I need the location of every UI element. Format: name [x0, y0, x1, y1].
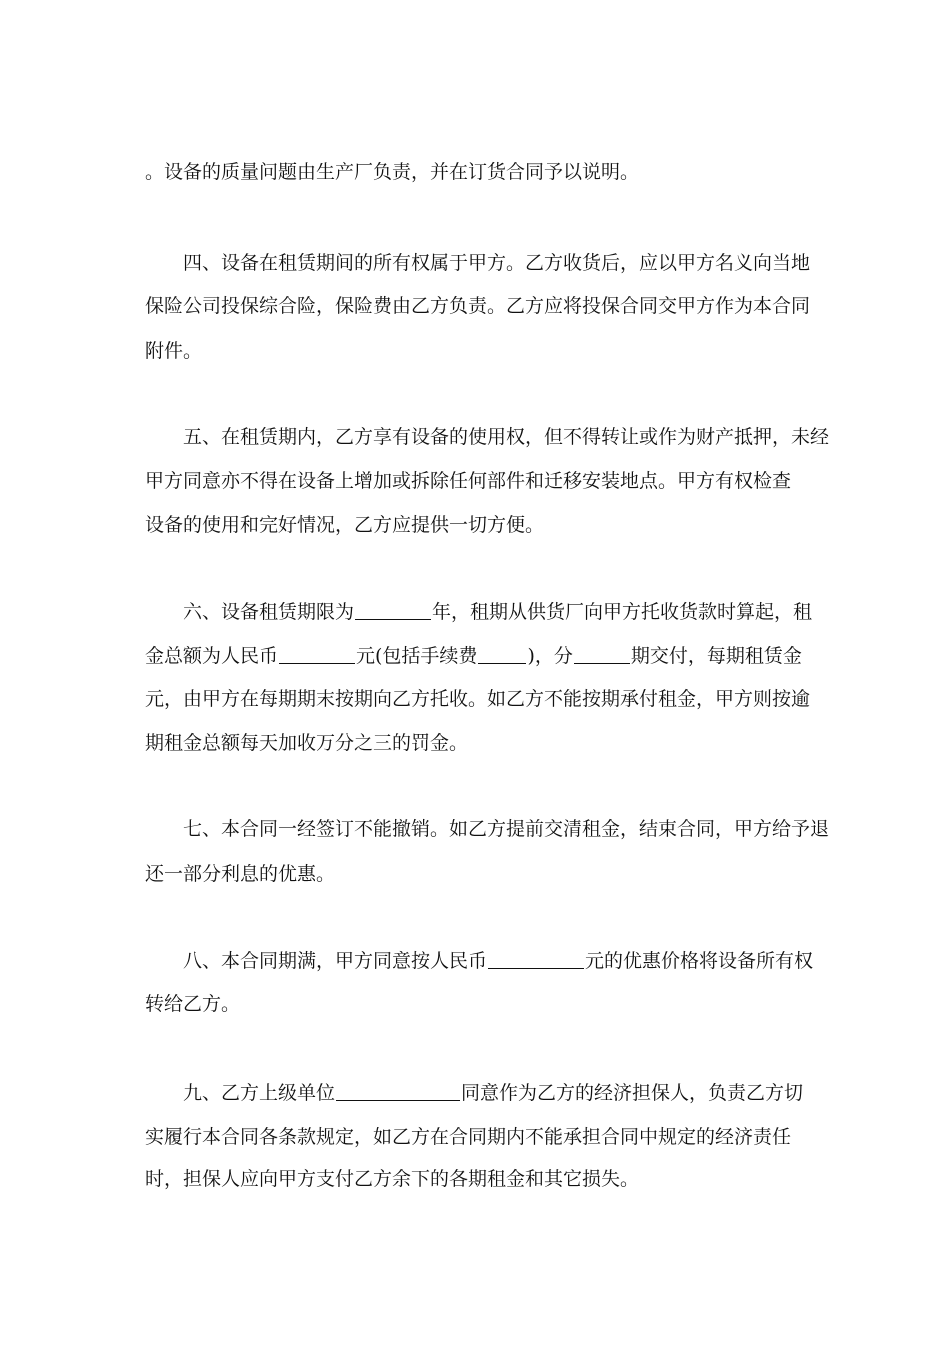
clause-5-line-2: 甲方同意亦不得在设备上增加或拆除任何部件和迁移安装地点。甲方有权检查 [145, 470, 792, 492]
clause-6-text: )，分 [527, 645, 573, 667]
total-rent-blank [279, 645, 355, 664]
clause-6-text: 金总额为人民币 [145, 645, 279, 667]
clause-4-line-2: 保险公司投保综合险，保险费由乙方负责。乙方应将投保合同交甲方作为本合同 [145, 295, 811, 317]
clause-9-line-3: 时，担保人应向甲方支付乙方余下的各期租金和其它损失。 [145, 1168, 640, 1190]
clause-6-line-2 [145, 643, 802, 669]
clause-9-text: 同意作为乙方的经济担保人，负责乙方切 [461, 1082, 804, 1104]
clause-7-line-2: 还一部分利息的优惠。 [145, 863, 336, 885]
clause-8-line-1 [183, 948, 813, 974]
clause-8-text: 元的优惠价格将设备所有权 [585, 950, 814, 972]
clause-8-text: 八、本合同期满，甲方同意按人民币 [183, 950, 488, 972]
clause-3-line-1: 。设备的质量问题由生产厂负责，并在订货合同予以说明。 [145, 161, 640, 183]
clause-6-line-1 [183, 599, 812, 625]
clause-6-text: 年，租期从供货厂向甲方托收货款时算起，租 [432, 601, 813, 623]
clause-6-text: 六、设备租赁期限为 [183, 601, 355, 623]
clause-4-line-1: 四、设备在租赁期间的所有权属于甲方。乙方收货后，应以甲方名义向当地 [183, 252, 811, 274]
clause-5-line-3: 设备的使用和完好情况，乙方应提供一切方便。 [145, 514, 545, 536]
clause-6-text: 元(包括手续费 [356, 645, 478, 667]
guarantor-unit-blank [336, 1082, 460, 1101]
clause-6-text: 期交付，每期租赁金 [630, 645, 802, 667]
clause-7-line-1: 七、本合同一经签订不能撤销。如乙方提前交清租金，结束合同，甲方给予退 [183, 818, 830, 840]
clause-6-line-3: 元，由甲方在每期期末按期向乙方托收。如乙方不能按期承付租金，甲方则按逾 [145, 688, 811, 710]
clause-8-line-2: 转给乙方。 [145, 993, 241, 1015]
clause-6-line-4: 期租金总额每天加收万分之三的罚金。 [145, 732, 469, 754]
clause-9-line-1 [183, 1080, 803, 1106]
clause-9-line-2: 实履行本合同各条款规定，如乙方在合同期内不能承担合同中规定的经济责任 [145, 1126, 792, 1148]
purchase-price-blank [488, 950, 584, 969]
lease-term-blank [355, 601, 431, 620]
clause-4-line-3: 附件。 [145, 340, 203, 362]
installments-blank [574, 645, 630, 664]
clause-9-text: 九、乙方上级单位 [183, 1082, 336, 1104]
clause-5-line-1: 五、在租赁期内，乙方享有设备的使用权，但不得转让或作为财产抵押，未经 [183, 426, 830, 448]
handling-fee-blank [478, 645, 526, 664]
